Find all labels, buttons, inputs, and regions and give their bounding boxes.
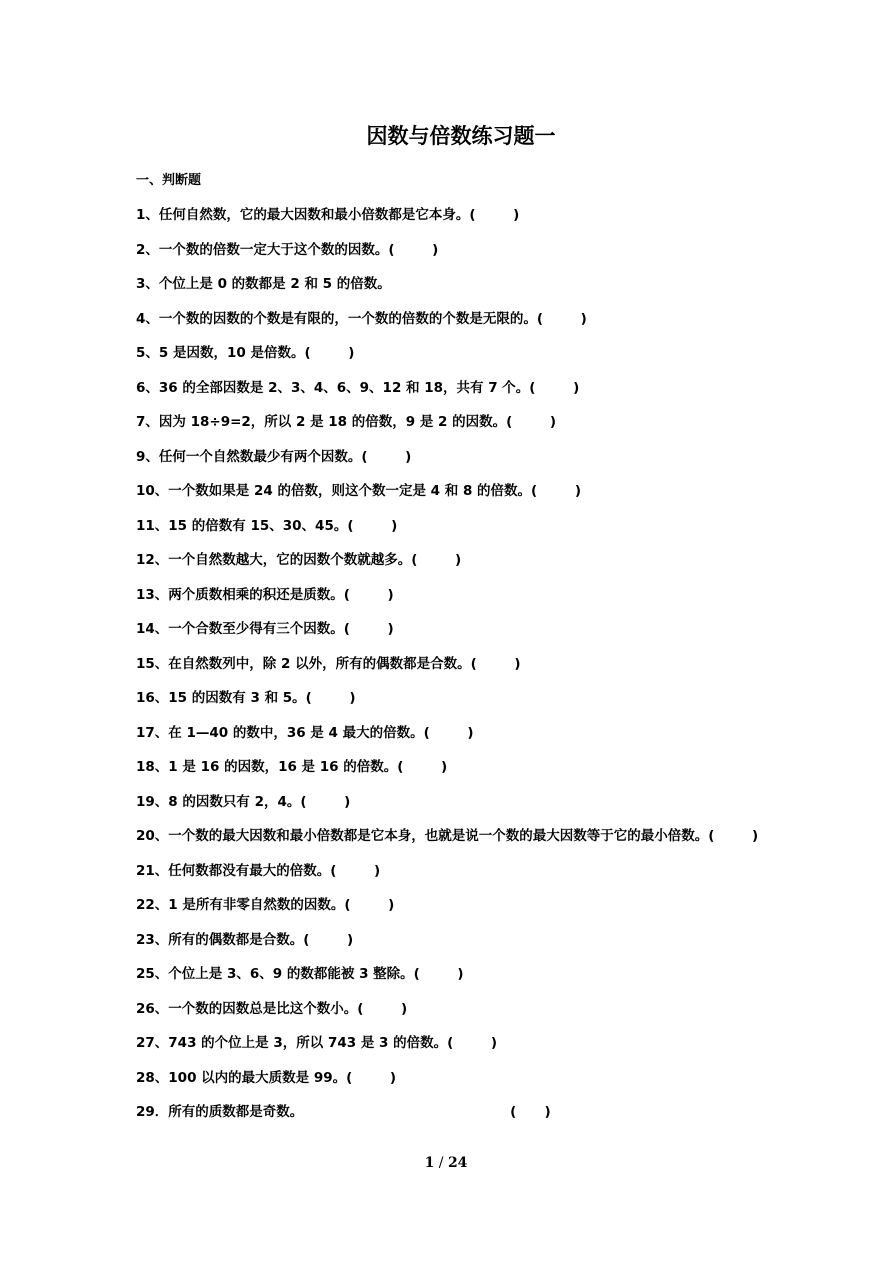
question-item: 29．所有的质数都是奇数。 ( ) xyxy=(136,1104,551,1120)
page-title: 因数与倍数练习题一 xyxy=(366,123,556,148)
question-item: 22、1 是所有非零自然数的因数。( ) xyxy=(136,897,395,913)
question-item: 16、15 的因数有 3 和 5。( ) xyxy=(136,690,356,706)
question-item: 3、个位上是 0 的数都是 2 和 5 的倍数。 xyxy=(136,276,391,292)
page-number-current: 1 xyxy=(424,1155,435,1171)
question-item: 26、一个数的因数总是比这个数小。( ) xyxy=(136,1000,408,1017)
question-item: 19、8 的因数只有 2，4。( ) xyxy=(136,793,351,810)
question-item: 28、100 以内的最大质数是 99。( ) xyxy=(136,1069,397,1086)
question-item: 14、一个合数至少得有三个因数。( ) xyxy=(136,621,394,637)
question-item: 17、在 1—40 的数中，36 是 4 最大的倍数。( ) xyxy=(136,724,474,741)
question-item: 20、一个数的最大因数和最小倍数都是它本身，也就是说一个数的最大因数等于它的最小倍数。( ) xyxy=(136,828,759,844)
question-item: 21、任何数都没有最大的倍数。( ) xyxy=(136,862,381,879)
question-item: 7、因为 18÷9=2，所以 2 是 18 的倍数，9 是 2 的因数。( ) xyxy=(136,414,557,430)
page-number-total: 24 xyxy=(447,1155,468,1171)
question-item: 12、一个自然数越大，它的因数个数就越多。( ) xyxy=(136,552,462,568)
question-item: 18、1 是 16 的因数，16 是 16 的倍数。( ) xyxy=(136,759,448,775)
question-item: 2、一个数的倍数一定大于这个数的因数。( ) xyxy=(136,241,439,258)
question-item: 6、36 的全部因数是 2、3、4、6、9、12 和 18，共有 7 个。( ) xyxy=(136,379,580,396)
question-item: 13、两个质数相乘的积还是质数。( ) xyxy=(136,586,394,603)
question-item: 27、743 的个位上是 3，所以 743 是 3 的倍数。( ) xyxy=(136,1035,498,1051)
question-item: 15、在自然数列中，除 2 以外，所有的偶数都是合数。( ) xyxy=(136,655,521,672)
section-heading: 一、判断题 xyxy=(136,173,202,188)
question-item: 4、一个数的因数的个数是有限的，一个数的倍数的个数是无限的。( ) xyxy=(136,310,587,327)
question-item: 11、15 的倍数有 15、30、45。( ) xyxy=(136,517,398,534)
question-item: 9、任何一个自然数最少有两个因数。( ) xyxy=(136,448,412,465)
question-list xyxy=(136,203,766,1135)
question-item: 1、任何自然数，它的最大因数和最小倍数都是它本身。( ) xyxy=(136,207,520,223)
question-item: 23、所有的偶数都是合数。( ) xyxy=(136,931,354,948)
question-item: 5、5 是因数，10 是倍数。( ) xyxy=(136,345,355,361)
question-item: 10、一个数如果是 24 的倍数，则这个数一定是 4 和 8 的倍数。( ) xyxy=(136,483,581,499)
page-number-separator: / xyxy=(438,1155,444,1171)
page-number xyxy=(0,1153,892,1173)
question-item: 25、个位上是 3、6、9 的数都能被 3 整除。( ) xyxy=(136,966,464,982)
